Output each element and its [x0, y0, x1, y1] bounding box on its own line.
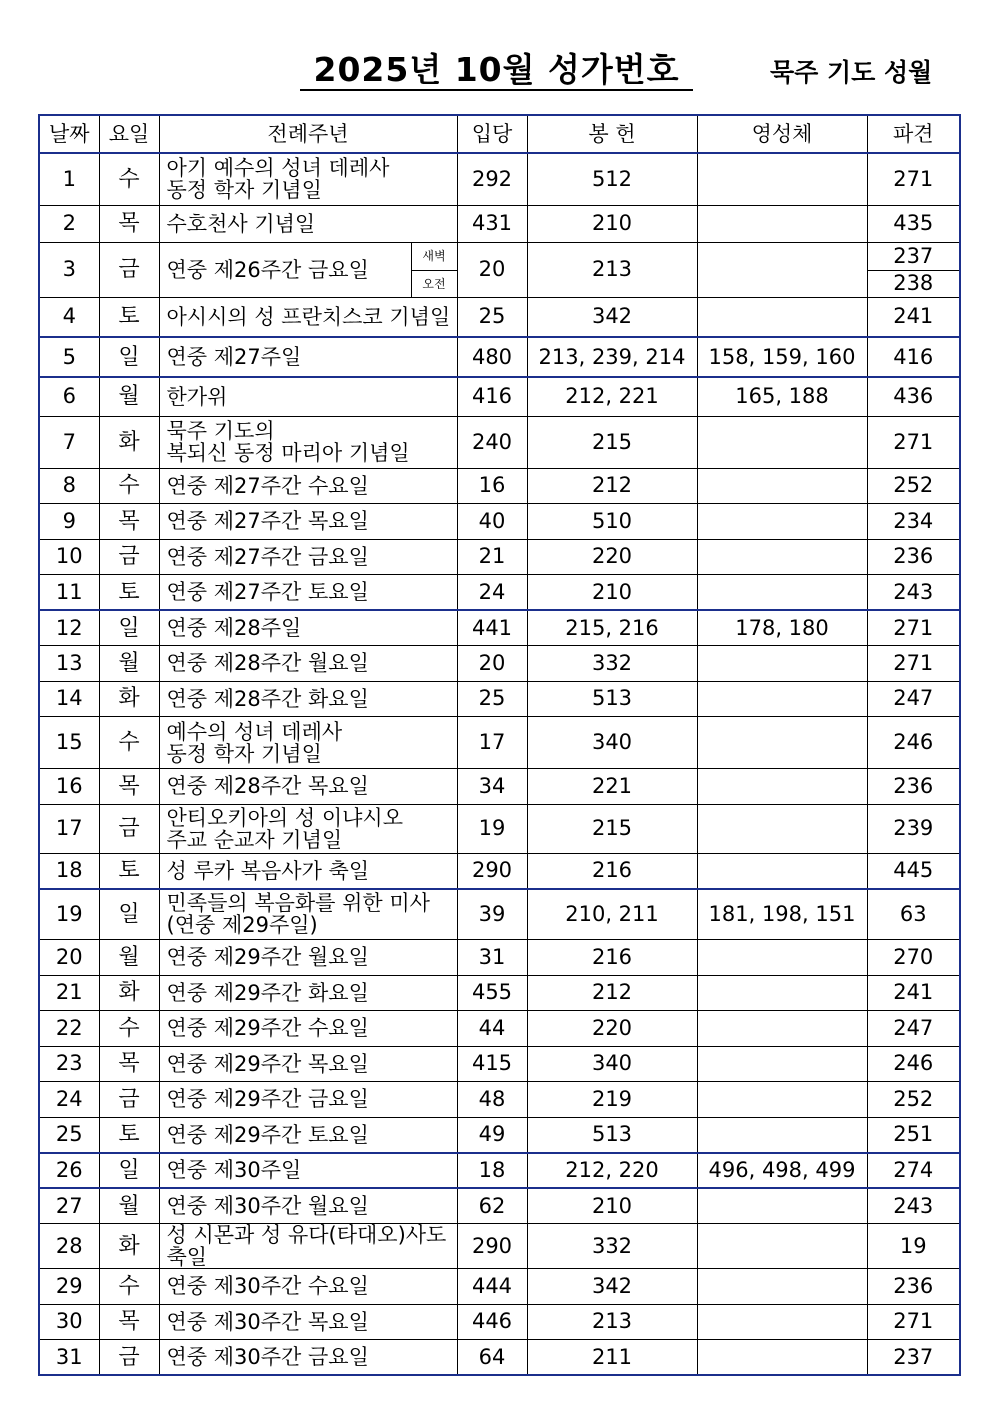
weekday-cell: 금 [99, 242, 159, 297]
entrance-cell: 25 [457, 681, 527, 717]
dismissal-cell: 247 [867, 681, 960, 717]
communion-cell: 496, 498, 499 [697, 1153, 867, 1189]
communion-cell [697, 717, 867, 769]
entrance-cell: 416 [457, 377, 527, 416]
liturgy-cell: 연중 제29주간 월요일 [159, 940, 457, 976]
communion-cell [697, 416, 867, 468]
dismissal-cell: 243 [867, 1188, 960, 1224]
offertory-cell: 342 [527, 297, 697, 337]
liturgy-cell: 성 시몬과 성 유다(타대오)사도 축일 [159, 1224, 457, 1269]
date-cell: 28 [39, 1224, 99, 1269]
col-header-date: 날짜 [39, 115, 99, 153]
date-cell: 31 [39, 1340, 99, 1376]
weekday-cell: 화 [99, 1224, 159, 1269]
title-underline [300, 89, 693, 91]
dismissal-cell: 252 [867, 468, 960, 504]
date-cell: 8 [39, 468, 99, 504]
entrance-cell: 21 [457, 539, 527, 575]
date-cell: 26 [39, 1153, 99, 1189]
date-cell: 1 [39, 153, 99, 205]
dismissal-cell: 247 [867, 1011, 960, 1047]
weekday-cell: 수 [99, 717, 159, 769]
liturgy-cell: 연중 제28주일 [159, 610, 457, 646]
liturgy-cell: 연중 제27주간 금요일 [159, 539, 457, 575]
date-cell: 3 [39, 242, 99, 297]
communion-cell [697, 975, 867, 1011]
dismissal-cell: 246 [867, 1046, 960, 1082]
offertory-cell: 340 [527, 1046, 697, 1082]
date-cell: 19 [39, 889, 99, 940]
offertory-cell: 216 [527, 853, 697, 889]
liturgy-cell: 연중 제29주간 목요일 [159, 1046, 457, 1082]
table-row [39, 416, 960, 468]
table-header-row [39, 115, 960, 153]
liturgy-cell: 연중 제26주간 금요일 [159, 242, 411, 297]
liturgy-cell: 연중 제28주간 화요일 [159, 681, 457, 717]
offertory-cell: 210 [527, 575, 697, 611]
table-row [39, 804, 960, 853]
dismissal-cell: 243 [867, 575, 960, 611]
table-row [39, 975, 960, 1011]
communion-cell [697, 153, 867, 205]
liturgy-cell: 연중 제28주간 월요일 [159, 646, 457, 682]
weekday-cell: 화 [99, 681, 159, 717]
table-row [39, 1046, 960, 1082]
communion-cell [697, 681, 867, 717]
offertory-cell: 220 [527, 1011, 697, 1047]
table-row [39, 377, 960, 416]
communion-cell [697, 1340, 867, 1376]
dismissal-cell: 251 [867, 1117, 960, 1153]
dismissal-cell: 271 [867, 1304, 960, 1340]
weekday-cell: 금 [99, 804, 159, 853]
table-row [39, 610, 960, 646]
liturgy-cell: 연중 제30주간 목요일 [159, 1304, 457, 1340]
table-row [39, 468, 960, 504]
table-row [39, 940, 960, 976]
col-header-dismissal: 파견 [867, 115, 960, 153]
weekday-cell: 금 [99, 1082, 159, 1118]
offertory-cell: 332 [527, 646, 697, 682]
col-header-communion: 영성체 [697, 115, 867, 153]
date-cell: 2 [39, 205, 99, 242]
communion-cell [697, 297, 867, 337]
weekday-cell: 금 [99, 539, 159, 575]
communion-cell [697, 769, 867, 805]
liturgy-cell: 민족들의 복음화를 위한 미사 (연중 제29주일) [159, 889, 457, 940]
dismissal-cell: 236 [867, 539, 960, 575]
dismissal-cell-dawn: 237 [867, 242, 960, 270]
date-cell: 11 [39, 575, 99, 611]
dismissal-cell: 271 [867, 610, 960, 646]
offertory-cell: 213, 239, 214 [527, 337, 697, 377]
weekday-cell: 금 [99, 1340, 159, 1376]
dismissal-cell: 274 [867, 1153, 960, 1189]
liturgy-cell: 아기 예수의 성녀 데레사 동정 학자 기념일 [159, 153, 457, 205]
communion-cell: 165, 188 [697, 377, 867, 416]
entrance-cell: 290 [457, 853, 527, 889]
liturgy-cell: 연중 제27주간 수요일 [159, 468, 457, 504]
weekday-cell: 목 [99, 205, 159, 242]
entrance-cell: 39 [457, 889, 527, 940]
offertory-cell: 212 [527, 975, 697, 1011]
weekday-cell: 월 [99, 1188, 159, 1224]
weekday-cell: 화 [99, 416, 159, 468]
entrance-cell: 431 [457, 205, 527, 242]
table-row [39, 1304, 960, 1340]
communion-cell [697, 1082, 867, 1118]
entrance-cell: 62 [457, 1188, 527, 1224]
liturgy-cell: 묵주 기도의 복되신 동정 마리아 기념일 [159, 416, 457, 468]
liturgy-cell: 연중 제27주간 토요일 [159, 575, 457, 611]
weekday-cell: 수 [99, 1269, 159, 1305]
dismissal-cell: 234 [867, 504, 960, 540]
table-row [39, 153, 960, 205]
offertory-cell: 213 [527, 242, 697, 297]
dismissal-cell: 63 [867, 889, 960, 940]
weekday-cell: 토 [99, 297, 159, 337]
offertory-cell: 210, 211 [527, 889, 697, 940]
communion-cell [697, 575, 867, 611]
table-row [39, 504, 960, 540]
date-cell: 20 [39, 940, 99, 976]
offertory-cell: 220 [527, 539, 697, 575]
entrance-cell: 18 [457, 1153, 527, 1189]
weekday-cell: 목 [99, 769, 159, 805]
col-header-liturgy: 전례주년 [159, 115, 457, 153]
date-cell: 10 [39, 539, 99, 575]
date-cell: 12 [39, 610, 99, 646]
communion-cell [697, 468, 867, 504]
dismissal-cell: 436 [867, 377, 960, 416]
table-row [39, 681, 960, 717]
table-row [39, 242, 960, 270]
date-cell: 9 [39, 504, 99, 540]
weekday-cell: 목 [99, 1304, 159, 1340]
date-cell: 5 [39, 337, 99, 377]
liturgy-cell: 연중 제27주일 [159, 337, 457, 377]
table-row [39, 769, 960, 805]
offertory-cell: 211 [527, 1340, 697, 1376]
liturgy-cell: 수호천사 기념일 [159, 205, 457, 242]
weekday-cell: 목 [99, 504, 159, 540]
dismissal-cell-morning: 238 [867, 270, 960, 297]
offertory-cell: 215, 216 [527, 610, 697, 646]
date-cell: 22 [39, 1011, 99, 1047]
liturgy-cell: 연중 제29주간 금요일 [159, 1082, 457, 1118]
page-title: 2025년 10월 성가번호 [313, 50, 680, 89]
weekday-cell: 일 [99, 889, 159, 940]
date-cell: 23 [39, 1046, 99, 1082]
table-row [39, 1082, 960, 1118]
communion-cell: 178, 180 [697, 610, 867, 646]
offertory-cell: 510 [527, 504, 697, 540]
entrance-cell: 16 [457, 468, 527, 504]
offertory-cell: 513 [527, 681, 697, 717]
col-header-offertory: 봉 헌 [527, 115, 697, 153]
liturgy-cell: 성 루카 복음사가 축일 [159, 853, 457, 889]
entrance-cell: 31 [457, 940, 527, 976]
communion-cell: 181, 198, 151 [697, 889, 867, 940]
communion-cell [697, 504, 867, 540]
liturgy-cell: 연중 제30주간 월요일 [159, 1188, 457, 1224]
date-cell: 14 [39, 681, 99, 717]
entrance-cell: 24 [457, 575, 527, 611]
dismissal-cell: 237 [867, 1340, 960, 1376]
offertory-cell: 332 [527, 1224, 697, 1269]
table-row [39, 1269, 960, 1305]
date-cell: 7 [39, 416, 99, 468]
dismissal-cell: 239 [867, 804, 960, 853]
communion-cell [697, 1117, 867, 1153]
col-header-entrance: 입당 [457, 115, 527, 153]
communion-cell: 158, 159, 160 [697, 337, 867, 377]
table-row [39, 1340, 960, 1376]
date-cell: 17 [39, 804, 99, 853]
table-row [39, 1011, 960, 1047]
weekday-cell: 일 [99, 337, 159, 377]
entrance-cell: 455 [457, 975, 527, 1011]
communion-cell [697, 1269, 867, 1305]
liturgy-cell: 연중 제29주간 화요일 [159, 975, 457, 1011]
liturgy-cell: 연중 제30주일 [159, 1153, 457, 1189]
table-row [39, 889, 960, 940]
entrance-cell: 480 [457, 337, 527, 377]
weekday-cell: 토 [99, 1117, 159, 1153]
entrance-cell: 240 [457, 416, 527, 468]
dismissal-cell: 246 [867, 717, 960, 769]
col-header-weekday: 요일 [99, 115, 159, 153]
dismissal-cell: 236 [867, 1269, 960, 1305]
liturgy-cell: 안티오키아의 성 이냐시오 주교 순교자 기념일 [159, 804, 457, 853]
communion-cell [697, 853, 867, 889]
date-cell: 13 [39, 646, 99, 682]
weekday-cell: 토 [99, 575, 159, 611]
entrance-cell: 20 [457, 242, 527, 297]
dismissal-cell: 271 [867, 646, 960, 682]
communion-cell [697, 940, 867, 976]
entrance-cell: 441 [457, 610, 527, 646]
offertory-cell: 512 [527, 153, 697, 205]
weekday-cell: 수 [99, 1011, 159, 1047]
entrance-cell: 34 [457, 769, 527, 805]
offertory-cell: 221 [527, 769, 697, 805]
dismissal-cell: 271 [867, 153, 960, 205]
liturgy-cell: 연중 제29주간 토요일 [159, 1117, 457, 1153]
offertory-cell: 210 [527, 1188, 697, 1224]
liturgy-cell: 연중 제27주간 목요일 [159, 504, 457, 540]
liturgy-cell: 한가위 [159, 377, 457, 416]
offertory-cell: 213 [527, 1304, 697, 1340]
offertory-cell: 216 [527, 940, 697, 976]
offertory-cell: 215 [527, 416, 697, 468]
liturgy-cell: 연중 제30주간 금요일 [159, 1340, 457, 1376]
entrance-cell: 19 [457, 804, 527, 853]
table-row [39, 297, 960, 337]
date-cell: 25 [39, 1117, 99, 1153]
date-cell: 21 [39, 975, 99, 1011]
table-row [39, 575, 960, 611]
offertory-cell: 340 [527, 717, 697, 769]
table-row [39, 646, 960, 682]
offertory-cell: 219 [527, 1082, 697, 1118]
weekday-cell: 월 [99, 646, 159, 682]
entrance-cell: 17 [457, 717, 527, 769]
date-cell: 29 [39, 1269, 99, 1305]
offertory-cell: 212, 221 [527, 377, 697, 416]
entrance-cell: 64 [457, 1340, 527, 1376]
dismissal-cell: 270 [867, 940, 960, 976]
weekday-cell: 수 [99, 468, 159, 504]
communion-cell [697, 539, 867, 575]
entrance-cell: 415 [457, 1046, 527, 1082]
weekday-cell: 토 [99, 853, 159, 889]
weekday-cell: 목 [99, 1046, 159, 1082]
date-cell: 24 [39, 1082, 99, 1118]
entrance-cell: 292 [457, 153, 527, 205]
entrance-cell: 44 [457, 1011, 527, 1047]
dismissal-cell: 271 [867, 416, 960, 468]
communion-cell [697, 1304, 867, 1340]
table-row [39, 539, 960, 575]
liturgy-cell: 연중 제30주간 수요일 [159, 1269, 457, 1305]
date-cell: 30 [39, 1304, 99, 1340]
communion-cell [697, 1188, 867, 1224]
table-row [39, 1153, 960, 1189]
date-cell: 15 [39, 717, 99, 769]
table-row [39, 1224, 960, 1269]
liturgy-cell: 연중 제29주간 수요일 [159, 1011, 457, 1047]
dismissal-cell: 19 [867, 1224, 960, 1269]
dismissal-cell: 416 [867, 337, 960, 377]
date-cell: 4 [39, 297, 99, 337]
communion-cell [697, 205, 867, 242]
offertory-cell: 210 [527, 205, 697, 242]
communion-cell [697, 1011, 867, 1047]
month-theme: 묵주 기도 성월 [770, 58, 933, 87]
liturgy-cell: 예수의 성녀 데레사 동정 학자 기념일 [159, 717, 457, 769]
date-cell: 6 [39, 377, 99, 416]
date-cell: 18 [39, 853, 99, 889]
dismissal-cell: 236 [867, 769, 960, 805]
dismissal-cell: 435 [867, 205, 960, 242]
table-row [39, 717, 960, 769]
entrance-cell: 20 [457, 646, 527, 682]
entrance-cell: 48 [457, 1082, 527, 1118]
communion-cell [697, 242, 867, 297]
dismissal-cell: 252 [867, 1082, 960, 1118]
dismissal-cell: 241 [867, 975, 960, 1011]
weekday-cell: 월 [99, 377, 159, 416]
weekday-cell: 수 [99, 153, 159, 205]
table-row [39, 205, 960, 242]
entrance-cell: 290 [457, 1224, 527, 1269]
entrance-cell: 40 [457, 504, 527, 540]
dismissal-cell: 241 [867, 297, 960, 337]
offertory-cell: 212, 220 [527, 1153, 697, 1189]
weekday-cell: 일 [99, 1153, 159, 1189]
weekday-cell: 일 [99, 610, 159, 646]
weekday-cell: 화 [99, 975, 159, 1011]
communion-cell [697, 646, 867, 682]
offertory-cell: 513 [527, 1117, 697, 1153]
liturgy-cell: 연중 제28주간 목요일 [159, 769, 457, 805]
entrance-cell: 25 [457, 297, 527, 337]
mass-time-morning: 오전 [411, 270, 457, 297]
dismissal-cell: 445 [867, 853, 960, 889]
weekday-cell: 월 [99, 940, 159, 976]
entrance-cell: 49 [457, 1117, 527, 1153]
offertory-cell: 342 [527, 1269, 697, 1305]
hymn-schedule-table [38, 114, 961, 1376]
entrance-cell: 446 [457, 1304, 527, 1340]
communion-cell [697, 1046, 867, 1082]
table-row [39, 337, 960, 377]
communion-cell [697, 804, 867, 853]
offertory-cell: 215 [527, 804, 697, 853]
communion-cell [697, 1224, 867, 1269]
entrance-cell: 444 [457, 1269, 527, 1305]
offertory-cell: 212 [527, 468, 697, 504]
table-row [39, 1117, 960, 1153]
liturgy-cell: 아시시의 성 프란치스코 기념일 [159, 297, 457, 337]
table-row [39, 1188, 960, 1224]
table-row [39, 853, 960, 889]
date-cell: 27 [39, 1188, 99, 1224]
mass-time-dawn: 새벽 [411, 242, 457, 270]
date-cell: 16 [39, 769, 99, 805]
